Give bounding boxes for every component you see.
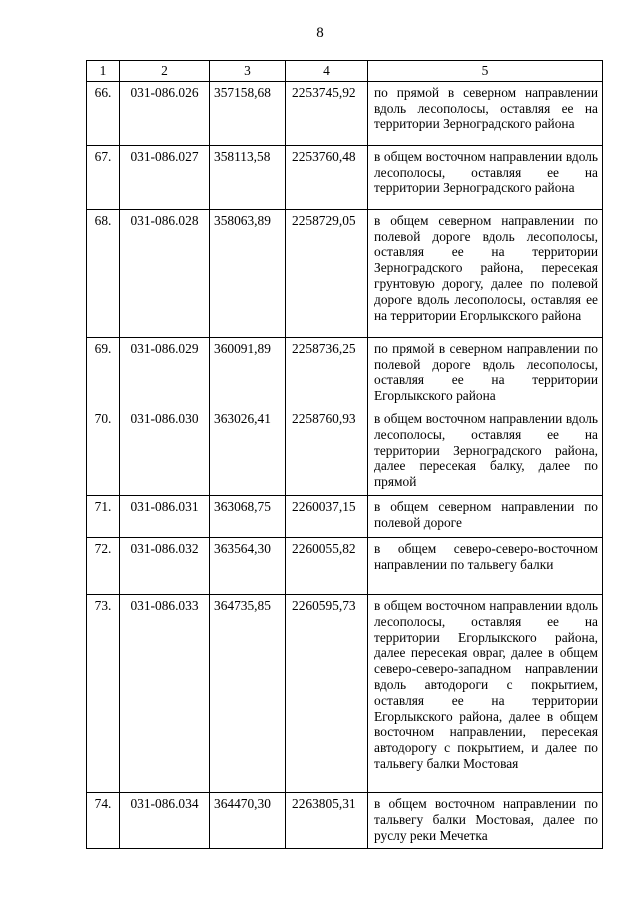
row-number: 73. xyxy=(87,594,120,792)
boundary-description: в общем северном направлении по полевой дороге xyxy=(368,495,603,537)
table-row xyxy=(87,537,603,594)
coord-y: 2258760,93 xyxy=(286,408,368,496)
table-row xyxy=(87,792,603,848)
point-code: 031-086.034 xyxy=(120,792,210,848)
boundary-description: в общем северо-северо-восточном направлении по тальвегу балки xyxy=(368,537,603,594)
boundary-description: в общем восточном направлении вдоль лесополосы, оставляя ее на территории Егорлыкского района, далее пересекая овраг, далее в общем северо-северо-западном направлении вдоль автодороги с покрытием, оставляя ее на территории Егорлыкского района, далее в общем восточном направлении, пересекая автодорогу с покрытием, и далее по тальвегу балки Мостовая xyxy=(368,594,603,792)
coord-x: 363564,30 xyxy=(210,537,286,594)
coord-y: 2253760,48 xyxy=(286,145,368,209)
column-header-4: 4 xyxy=(286,61,368,82)
point-code: 031-086.026 xyxy=(120,81,210,145)
row-number: 67. xyxy=(87,145,120,209)
coord-x: 357158,68 xyxy=(210,81,286,145)
point-code: 031-086.029 xyxy=(120,337,210,408)
coord-y: 2260037,15 xyxy=(286,495,368,537)
row-number: 70. xyxy=(87,408,120,496)
coord-y: 2260055,82 xyxy=(286,537,368,594)
table-row xyxy=(87,408,603,496)
coord-x: 360091,89 xyxy=(210,337,286,408)
coord-y: 2253745,92 xyxy=(286,81,368,145)
point-code: 031-086.027 xyxy=(120,145,210,209)
table-row xyxy=(87,81,603,145)
table-row xyxy=(87,145,603,209)
coord-x: 363026,41 xyxy=(210,408,286,496)
table-row xyxy=(87,209,603,337)
table-row xyxy=(87,594,603,792)
boundary-description: по прямой в северном направлении вдоль лесополосы, оставляя ее на территории Зерноградского района xyxy=(368,81,603,145)
table-row xyxy=(87,495,603,537)
point-code: 031-086.033 xyxy=(120,594,210,792)
coord-x: 358113,58 xyxy=(210,145,286,209)
point-code: 031-086.030 xyxy=(120,408,210,496)
boundary-description: в общем восточном направлении по тальвегу балки Мостовая, далее по руслу реки Мечетка xyxy=(368,792,603,848)
column-header-5: 5 xyxy=(368,61,603,82)
point-code: 031-086.032 xyxy=(120,537,210,594)
coord-y: 2258736,25 xyxy=(286,337,368,408)
coord-x: 363068,75 xyxy=(210,495,286,537)
coord-x: 364735,85 xyxy=(210,594,286,792)
row-number: 72. xyxy=(87,537,120,594)
table-row xyxy=(87,337,603,408)
coord-y: 2260595,73 xyxy=(286,594,368,792)
coord-y: 2263805,31 xyxy=(286,792,368,848)
point-code: 031-086.031 xyxy=(120,495,210,537)
column-header-2: 2 xyxy=(120,61,210,82)
page-number: 8 xyxy=(316,25,324,41)
row-number: 69. xyxy=(87,337,120,408)
column-header-3: 3 xyxy=(210,61,286,82)
boundary-description: в общем восточном направлении вдоль лесополосы, оставляя ее на территории Зерноградского района xyxy=(368,145,603,209)
boundary-description: в общем восточном направлении вдоль лесополосы, оставляя ее на территории Зерноградского района, далее пересекая балку, далее по прямой xyxy=(368,408,603,496)
table-header-row xyxy=(87,61,603,82)
column-header-1: 1 xyxy=(87,61,120,82)
row-number: 68. xyxy=(87,209,120,337)
coord-y: 2258729,05 xyxy=(286,209,368,337)
boundary-description: по прямой в северном направлении по полевой дороге вдоль лесополосы, оставляя ее на территории Егорлыкского района xyxy=(368,337,603,408)
row-number: 66. xyxy=(87,81,120,145)
boundary-description: в общем северном направлении по полевой дороге вдоль лесополосы, оставляя ее на территории Зерноградского района, пересекая грунтовую дорогу, далее по полевой дороге вдоль лесополосы, оставляя ее на территории Егорлыкского района xyxy=(368,209,603,337)
coord-x: 358063,89 xyxy=(210,209,286,337)
row-number: 74. xyxy=(87,792,120,848)
coord-x: 364470,30 xyxy=(210,792,286,848)
boundary-table xyxy=(86,60,603,849)
row-number: 71. xyxy=(87,495,120,537)
point-code: 031-086.028 xyxy=(120,209,210,337)
